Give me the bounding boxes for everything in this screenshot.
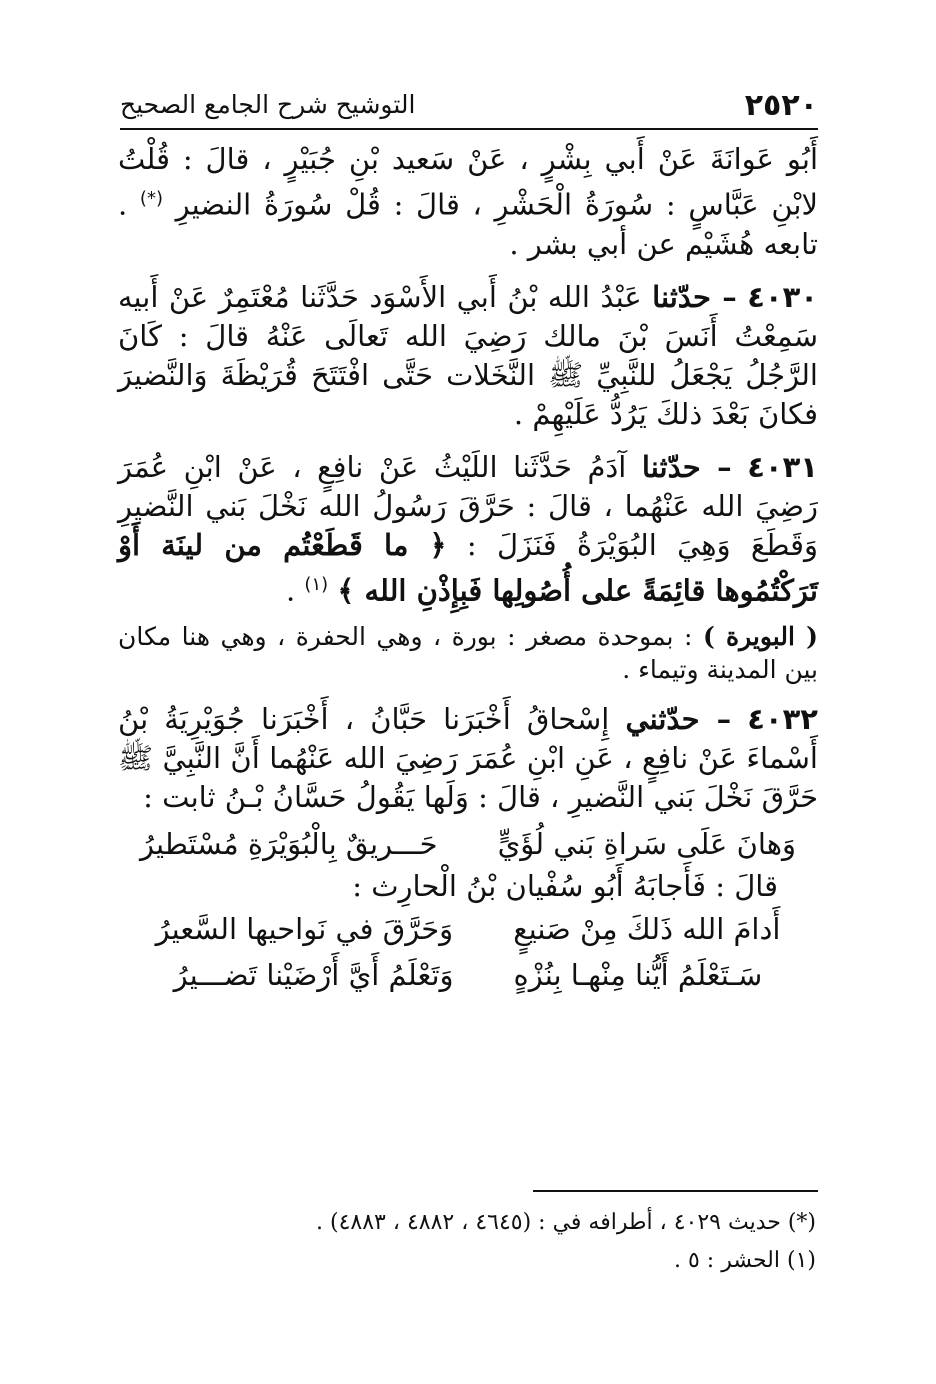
footnote-1: (١) الحشر : ٥ . [673, 1248, 816, 1273]
intro-footnote-marker: (*) [139, 188, 163, 209]
quran-footnote-marker: (١) [304, 573, 329, 595]
gloss-text: : بموحدة مصغر : بورة ، وهي الحفرة ، وهي هنا مكان بين المدينة وتيماء . [118, 622, 818, 685]
quran-verse: ﴿ ما قَطَعْتُم من لينَة أَوْ تَرَكْتُمُوها قائِمَةً على أُصُولِها فَبِإِذْنِ الله ﴾ [118, 527, 818, 608]
verse-first-half: أَدامَ الله ذَلكَ مِنْ صَنيعٍ [513, 911, 781, 946]
gloss-term: ( البويرة ) [702, 622, 819, 652]
intro-tail: . تابعه هُشَيْم عن أبي بشر . [118, 187, 818, 261]
hadith-4031 [118, 448, 818, 611]
hadith-lead: – حدّثنا [641, 449, 732, 484]
page-number: ٢٥٢٠ [744, 88, 818, 123]
running-title: التوشيح شرح الجامع الصحيح [120, 90, 416, 119]
gloss-note [118, 620, 818, 686]
verse-second-half: وَتَعْلَمُ أَيَّ أَرْضَيْنا تَضـــيرُ [173, 957, 454, 992]
verse-first-half: وَهانَ عَلَى سَراةِ بَني لُؤَيٍّ [497, 826, 797, 861]
hadith-lead: – حدّثني [625, 702, 732, 737]
hadith-number: ٤٠٣١ [747, 449, 819, 484]
hadith-4032 [118, 700, 818, 817]
intro-paragraph [118, 140, 818, 264]
footnote-star: (*) حديث ٤٠٢٩ ، أطرافه في : (٤٦٤٥ ، ٤٨٨٢ ، ٤٨٨٣) . [316, 1210, 816, 1235]
hadith-number: ٤٠٣٠ [747, 279, 818, 314]
verse-first-half: سَـتَعْلَمُ أَيُّنا مِنْهـا بِنُزْهٍ [513, 957, 763, 992]
main-text [118, 140, 818, 998]
hadith-lead: – حدّثنا [652, 279, 737, 314]
verse-second-half: وَحَرَّقَ في نَواحيها السَّعيرُ [155, 911, 454, 946]
verse-second-half: حَـــريقٌ بِالْبُوَيْرَةِ مُسْتَطيرُ [140, 826, 438, 861]
hadith-tail: . [285, 573, 296, 608]
verse-intro: قالَ : فَأَجابَهُ أَبُو سُفْيان بْنُ الْحارِث : [352, 869, 778, 904]
page-header [120, 88, 818, 130]
verse-line [118, 906, 818, 952]
hadith-text: عَبْدُ الله بْنُ أَبي الأَسْوَد حَدَّثَنا مُعْتَمِرٌ عَنْ أَبيه سَمِعْتُ أَنَسَ بْنَ مالك رَضِيَ الله تَعالَى عَنْهُ قالَ : كَانَ الرَّجُلُ يَجْعَلُ للنَّبِيِّ ﷺ النَّخَلات حَتَّى افْتَتَحَ قُرَيْظَةَ وَالنَّضيرَ فكانَ بَعْدَ ذلكَ يَرُدُّ عَلَيْهِمْ . [118, 279, 818, 431]
verse-line [118, 821, 818, 867]
poetry-block [118, 821, 818, 998]
footnotes [118, 1204, 816, 1280]
footnote-divider [533, 1190, 818, 1192]
verse-line [118, 952, 818, 998]
intro-text: أَبُو عَوانَةَ عَنْ أَبي بِشْرٍ ، عَنْ سَعيد بْنِ جُبَيْرٍ ، قالَ : قُلْتُ لابْنِ عَبَّاسٍ : سُورَةُ الْحَشْرِ ، قالَ : قُلْ سُورَةُ النضيرِ [118, 142, 819, 222]
hadith-text: إِسْحاقُ أَخْبَرَنا حَبَّانُ ، أَخْبَرَنا جُوَيْرِيَةُ بْنُ أَسْماءَ عَنْ نافِعٍ ، عَنِ ابْنِ عُمَرَ رَضِيَ الله عَنْهُما أَنَّ النَّبِيَّ ﷺ حَرَّقَ نَخْلَ بَني النَّضيرِ ، قالَ : وَلَها يَقُولُ حَسَّانُ بْـنُ ثابت : [118, 702, 818, 815]
hadith-number: ٤٠٣٢ [747, 702, 819, 737]
hadith-4030 [118, 278, 818, 434]
hadith-text: آدَمُ حَدَّثَنا اللَيْثُ عَنْ نافِعٍ ، عَنْ ابْنِ عُمَرَ رَضِيَ الله عَنْهُما ، قالَ : حَرَّقَ رَسُولُ الله نَخْلَ بَني النَّضيرِ وَقَطَعَ وَهِيَ البُوَيْرَةُ فَنَزَلَ : [118, 449, 819, 562]
